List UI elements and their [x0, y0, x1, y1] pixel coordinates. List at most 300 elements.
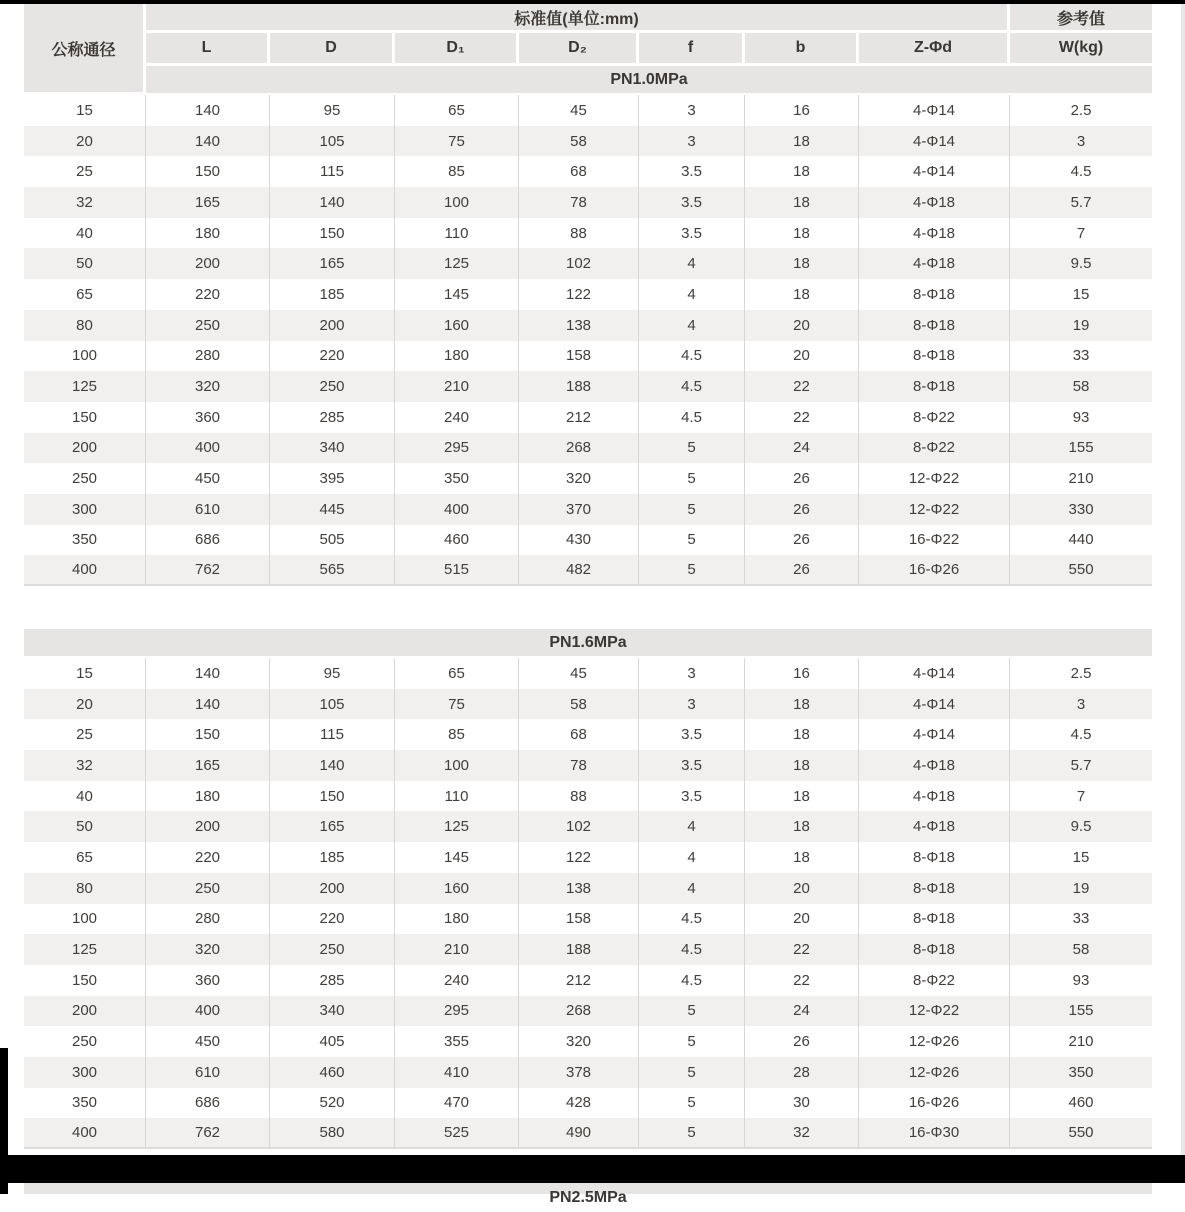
table-cell: 110 [395, 218, 519, 249]
table-row [24, 719, 1152, 750]
table-cell: 460 [1010, 1088, 1152, 1119]
table-row [24, 126, 1152, 157]
table-cell: 3.5 [639, 719, 745, 750]
table-cell: 7 [1010, 218, 1152, 249]
col-header-nominal-diameter: 公称通径 [24, 4, 146, 95]
table-cell: 24 [745, 996, 859, 1027]
col-group-standard-values: 标准值(单位:mm) [146, 4, 1010, 33]
table-cell: 2.5 [1010, 95, 1152, 126]
table-cell: 4 [639, 842, 745, 873]
table-cell: 4-Φ14 [859, 95, 1010, 126]
table-cell: 75 [395, 126, 519, 157]
table-cell: 4 [639, 279, 745, 310]
table-cell: 125 [24, 371, 146, 402]
table-cell: 285 [270, 402, 395, 433]
table-cell: 93 [1010, 965, 1152, 996]
table-cell: 3.5 [639, 218, 745, 249]
table-cell: 5 [639, 1026, 745, 1057]
table-cell: 4 [639, 873, 745, 904]
table-cell: 115 [270, 719, 395, 750]
table-cell: 145 [395, 842, 519, 873]
table-cell: 400 [395, 494, 519, 525]
table-cell: 4-Φ18 [859, 187, 1010, 218]
table-cell: 5 [639, 1118, 745, 1149]
col-header-D1: D₁ [395, 33, 519, 66]
table-cell: 150 [146, 156, 270, 187]
table-cell: 686 [146, 525, 270, 556]
table-cell: 405 [270, 1026, 395, 1057]
table-cell: 212 [519, 402, 639, 433]
table-cell: 285 [270, 965, 395, 996]
col-header-L: L [146, 33, 270, 66]
table-cell: 100 [395, 750, 519, 781]
col-header-D: D [270, 33, 395, 66]
table-cell: 550 [1010, 555, 1152, 586]
table-row [24, 463, 1152, 494]
table-cell: 450 [146, 1026, 270, 1057]
table-cell: 140 [146, 95, 270, 126]
table-cell: 22 [745, 371, 859, 402]
table-cell: 3 [639, 658, 745, 689]
table-cell: 8-Φ18 [859, 904, 1010, 935]
table-cell: 12-Φ22 [859, 463, 1010, 494]
table-cell: 25 [24, 719, 146, 750]
table-cell: 100 [24, 341, 146, 372]
table-cell: 16-Φ26 [859, 555, 1010, 586]
table-cell: 65 [24, 842, 146, 873]
table-cell: 580 [270, 1118, 395, 1149]
table-cell: 268 [519, 433, 639, 464]
col-header-W-kg: W(kg) [1010, 33, 1152, 66]
table-cell: 102 [519, 248, 639, 279]
table-cell: 18 [745, 218, 859, 249]
table-cell: 3.5 [639, 781, 745, 812]
table-cell: 7 [1010, 781, 1152, 812]
table-cell: 370 [519, 494, 639, 525]
table-cell: 280 [146, 341, 270, 372]
table-row [24, 689, 1152, 720]
table-cell: 50 [24, 248, 146, 279]
table-cell: 40 [24, 781, 146, 812]
table-cell: 158 [519, 904, 639, 935]
table-cell: 4-Φ14 [859, 156, 1010, 187]
table-cell: 18 [745, 156, 859, 187]
table-cell: 15 [24, 95, 146, 126]
table-cell: 160 [395, 310, 519, 341]
table-cell: 400 [146, 996, 270, 1027]
col-header-f: f [639, 33, 745, 66]
table-cell: 762 [146, 1118, 270, 1149]
table-cell: 4.5 [639, 904, 745, 935]
table-cell: 4 [639, 811, 745, 842]
table-cell: 440 [1010, 525, 1152, 556]
table-cell: 9.5 [1010, 811, 1152, 842]
table-cell: 12-Φ22 [859, 494, 1010, 525]
table-cell: 180 [395, 904, 519, 935]
table-row [24, 494, 1152, 525]
table-cell: 25 [24, 156, 146, 187]
table-cell: 160 [395, 873, 519, 904]
table-cell: 140 [146, 126, 270, 157]
table-cell: 93 [1010, 402, 1152, 433]
table-cell: 350 [24, 1088, 146, 1119]
pressure-band-pn2-5-clipped [24, 1183, 1152, 1206]
table-cell: 340 [270, 996, 395, 1027]
table-cell: 350 [24, 525, 146, 556]
table-cell: 610 [146, 494, 270, 525]
table-cell: 100 [24, 904, 146, 935]
table-cell: 26 [745, 555, 859, 586]
table-cell: 450 [146, 463, 270, 494]
table-row [24, 341, 1152, 372]
table-cell: 250 [270, 934, 395, 965]
table-cell: 18 [745, 279, 859, 310]
table-cell: 470 [395, 1088, 519, 1119]
table-cell: 165 [270, 248, 395, 279]
table-row [24, 1057, 1152, 1088]
pressure-band-pn1-6: PN1.6MPa [24, 629, 1152, 658]
table-cell: 8-Φ22 [859, 433, 1010, 464]
table-cell: 482 [519, 555, 639, 586]
table-cell: 18 [745, 811, 859, 842]
table-row [24, 218, 1152, 249]
table-cell: 4.5 [639, 965, 745, 996]
table-cell: 360 [146, 402, 270, 433]
table-cell: 16-Φ26 [859, 1088, 1010, 1119]
table-cell: 5 [639, 433, 745, 464]
table-row [24, 371, 1152, 402]
scan-edge-right [1181, 4, 1185, 1155]
table-cell: 68 [519, 156, 639, 187]
table-cell: 75 [395, 689, 519, 720]
table-cell: 140 [270, 187, 395, 218]
table-cell: 200 [24, 433, 146, 464]
table-cell: 200 [146, 248, 270, 279]
table-cell: 30 [745, 1088, 859, 1119]
table-cell: 26 [745, 494, 859, 525]
table-cell: 15 [1010, 279, 1152, 310]
table-cell: 220 [146, 842, 270, 873]
table-cell: 65 [395, 658, 519, 689]
table-cell: 18 [745, 126, 859, 157]
table-row [24, 555, 1152, 586]
table-cell: 490 [519, 1118, 639, 1149]
pressure-band-row [24, 629, 1152, 658]
table-cell: 150 [24, 402, 146, 433]
table-cell: 102 [519, 811, 639, 842]
table-cell: 250 [146, 310, 270, 341]
table-cell: 8-Φ18 [859, 934, 1010, 965]
table-cell: 33 [1010, 341, 1152, 372]
table-cell: 5 [639, 1088, 745, 1119]
table-cell: 200 [24, 996, 146, 1027]
table-cell: 4-Φ14 [859, 126, 1010, 157]
table-cell: 200 [270, 310, 395, 341]
table-row [24, 187, 1152, 218]
table-cell: 85 [395, 719, 519, 750]
table-cell: 4.5 [639, 402, 745, 433]
table-row [24, 842, 1152, 873]
table-cell: 4.5 [1010, 719, 1152, 750]
table-cell: 250 [24, 1026, 146, 1057]
table-cell: 16 [745, 658, 859, 689]
table-cell: 4 [639, 248, 745, 279]
table-cell: 65 [395, 95, 519, 126]
table-cell: 105 [270, 126, 395, 157]
col-group-reference-value: 参考值 [1010, 4, 1152, 33]
table-cell: 165 [270, 811, 395, 842]
table-cell: 4.5 [1010, 156, 1152, 187]
table-cell: 3 [639, 95, 745, 126]
table-cell: 525 [395, 1118, 519, 1149]
table-cell: 78 [519, 750, 639, 781]
table-cell: 8-Φ18 [859, 341, 1010, 372]
table-row [24, 1026, 1152, 1057]
table-cell: 58 [1010, 371, 1152, 402]
table-cell: 320 [519, 463, 639, 494]
table-cell: 32 [745, 1118, 859, 1149]
table-cell: 565 [270, 555, 395, 586]
table-cell: 18 [745, 719, 859, 750]
table-row [24, 1118, 1152, 1149]
col-header-b: b [745, 33, 859, 66]
table-cell: 122 [519, 842, 639, 873]
table-cell: 3.5 [639, 750, 745, 781]
table-cell: 3.5 [639, 156, 745, 187]
col-header-D2: D₂ [519, 33, 639, 66]
table-cell: 155 [1010, 996, 1152, 1027]
table-row [24, 310, 1152, 341]
table-cell: 140 [146, 658, 270, 689]
table-cell: 220 [146, 279, 270, 310]
table-cell: 180 [146, 781, 270, 812]
table-cell: 12-Φ22 [859, 996, 1010, 1027]
table-cell: 460 [395, 525, 519, 556]
table-cell: 15 [1010, 842, 1152, 873]
table-cell: 33 [1010, 904, 1152, 935]
table-row [24, 965, 1152, 996]
table-cell: 430 [519, 525, 639, 556]
table-cell: 110 [395, 781, 519, 812]
table-cell: 300 [24, 494, 146, 525]
table-cell: 155 [1010, 433, 1152, 464]
table-cell: 95 [270, 658, 395, 689]
table-cell: 210 [1010, 463, 1152, 494]
table-cell: 188 [519, 934, 639, 965]
table-cell: 26 [745, 525, 859, 556]
table-cell: 18 [745, 187, 859, 218]
table-cell: 185 [270, 279, 395, 310]
table-cell: 8-Φ22 [859, 402, 1010, 433]
table-row [24, 1088, 1152, 1119]
table-cell: 150 [270, 218, 395, 249]
table-cell: 122 [519, 279, 639, 310]
table-body-pn1-0 [24, 95, 1152, 586]
table-cell: 180 [395, 341, 519, 372]
table-cell: 8-Φ18 [859, 279, 1010, 310]
table-cell: 250 [270, 371, 395, 402]
scan-border-bottom [0, 1155, 1185, 1183]
table-row [24, 525, 1152, 556]
table-cell: 330 [1010, 494, 1152, 525]
table-cell: 210 [395, 934, 519, 965]
table-cell: 295 [395, 996, 519, 1027]
table-cell: 80 [24, 310, 146, 341]
table-cell: 410 [395, 1057, 519, 1088]
table-cell: 360 [146, 965, 270, 996]
table-cell: 18 [745, 781, 859, 812]
table-cell: 320 [146, 934, 270, 965]
table-cell: 4.5 [639, 371, 745, 402]
table-cell: 200 [146, 811, 270, 842]
table-cell: 32 [24, 187, 146, 218]
header-group-row [24, 4, 1152, 33]
table-cell: 8-Φ18 [859, 310, 1010, 341]
scan-border-left [0, 1048, 8, 1194]
table-cell: 5 [639, 494, 745, 525]
table-cell: 320 [146, 371, 270, 402]
table-cell: 20 [745, 341, 859, 372]
table-cell: 280 [146, 904, 270, 935]
table-cell: 138 [519, 310, 639, 341]
table-cell: 125 [395, 248, 519, 279]
table-cell: 165 [146, 187, 270, 218]
table-cell: 355 [395, 1026, 519, 1057]
table-cell: 400 [24, 1118, 146, 1149]
table-row [24, 781, 1152, 812]
table-cell: 58 [519, 126, 639, 157]
table-cell: 610 [146, 1057, 270, 1088]
table-cell: 20 [745, 873, 859, 904]
table-cell: 45 [519, 658, 639, 689]
table-cell: 9.5 [1010, 248, 1152, 279]
table-cell: 240 [395, 965, 519, 996]
table-cell: 428 [519, 1088, 639, 1119]
table-cell: 58 [519, 689, 639, 720]
table-row [24, 811, 1152, 842]
table-row [24, 750, 1152, 781]
table-cell: 19 [1010, 873, 1152, 904]
table-cell: 395 [270, 463, 395, 494]
table-cell: 300 [24, 1057, 146, 1088]
table-cell: 3 [639, 689, 745, 720]
table-cell: 350 [1010, 1057, 1152, 1088]
table-cell: 250 [146, 873, 270, 904]
table-cell: 22 [745, 402, 859, 433]
table-cell: 105 [270, 689, 395, 720]
table-cell: 140 [146, 689, 270, 720]
table-row [24, 996, 1152, 1027]
table-cell: 12-Φ26 [859, 1026, 1010, 1057]
table-cell: 4-Φ18 [859, 781, 1010, 812]
table-cell: 88 [519, 218, 639, 249]
table-cell: 19 [1010, 310, 1152, 341]
table-cell: 185 [270, 842, 395, 873]
table-cell: 125 [395, 811, 519, 842]
table-cell: 18 [745, 689, 859, 720]
table-cell: 3.5 [639, 187, 745, 218]
table-cell: 15 [24, 658, 146, 689]
table-cell: 340 [270, 433, 395, 464]
spec-table-pn1-0 [24, 4, 1152, 586]
table-row [24, 658, 1152, 689]
table-cell: 45 [519, 95, 639, 126]
table-row [24, 156, 1152, 187]
col-header-Z-phi-d: Z-Φd [859, 33, 1010, 66]
pressure-band-pn2-5-label: PN2.5MPa [549, 1189, 627, 1206]
table-cell: 16 [745, 95, 859, 126]
table-cell: 95 [270, 95, 395, 126]
table-cell: 5 [639, 463, 745, 494]
table-cell: 378 [519, 1057, 639, 1088]
table-cell: 180 [146, 218, 270, 249]
table-cell: 220 [270, 904, 395, 935]
table-cell: 20 [24, 689, 146, 720]
table-cell: 22 [745, 965, 859, 996]
table-cell: 5.7 [1010, 750, 1152, 781]
table-cell: 400 [24, 555, 146, 586]
table-cell: 350 [395, 463, 519, 494]
table-cell: 250 [24, 463, 146, 494]
table-row [24, 279, 1152, 310]
table-body-pn1-6 [24, 658, 1152, 1149]
table-cell: 400 [146, 433, 270, 464]
table-cell: 150 [24, 965, 146, 996]
table-cell: 8-Φ22 [859, 965, 1010, 996]
table-cell: 4-Φ18 [859, 750, 1010, 781]
table-cell: 8-Φ18 [859, 842, 1010, 873]
table-cell: 200 [270, 873, 395, 904]
table-row [24, 248, 1152, 279]
table-cell: 65 [24, 279, 146, 310]
table-cell: 18 [745, 248, 859, 279]
header-columns-row [24, 33, 1152, 66]
table-cell: 3 [1010, 126, 1152, 157]
table-cell: 50 [24, 811, 146, 842]
table-cell: 550 [1010, 1118, 1152, 1149]
table-row [24, 934, 1152, 965]
table-cell: 520 [270, 1088, 395, 1119]
table-cell: 212 [519, 965, 639, 996]
table-cell: 20 [24, 126, 146, 157]
table-cell: 4.5 [639, 934, 745, 965]
table-cell: 40 [24, 218, 146, 249]
table-cell: 20 [745, 904, 859, 935]
table-cell: 4 [639, 310, 745, 341]
table-cell: 460 [270, 1057, 395, 1088]
table-cell: 80 [24, 873, 146, 904]
table-row [24, 873, 1152, 904]
table-cell: 220 [270, 341, 395, 372]
table-cell: 268 [519, 996, 639, 1027]
table-cell: 3 [639, 126, 745, 157]
table-cell: 140 [270, 750, 395, 781]
table-cell: 5.7 [1010, 187, 1152, 218]
table-row [24, 402, 1152, 433]
table-cell: 210 [395, 371, 519, 402]
table-cell: 5 [639, 1057, 745, 1088]
table-cell: 8-Φ18 [859, 371, 1010, 402]
table-cell: 188 [519, 371, 639, 402]
table-row [24, 904, 1152, 935]
table-cell: 24 [745, 433, 859, 464]
table-cell: 3 [1010, 689, 1152, 720]
table-cell: 165 [146, 750, 270, 781]
table-cell: 32 [24, 750, 146, 781]
table-cell: 240 [395, 402, 519, 433]
table-cell: 210 [1010, 1026, 1152, 1057]
table-cell: 18 [745, 842, 859, 873]
